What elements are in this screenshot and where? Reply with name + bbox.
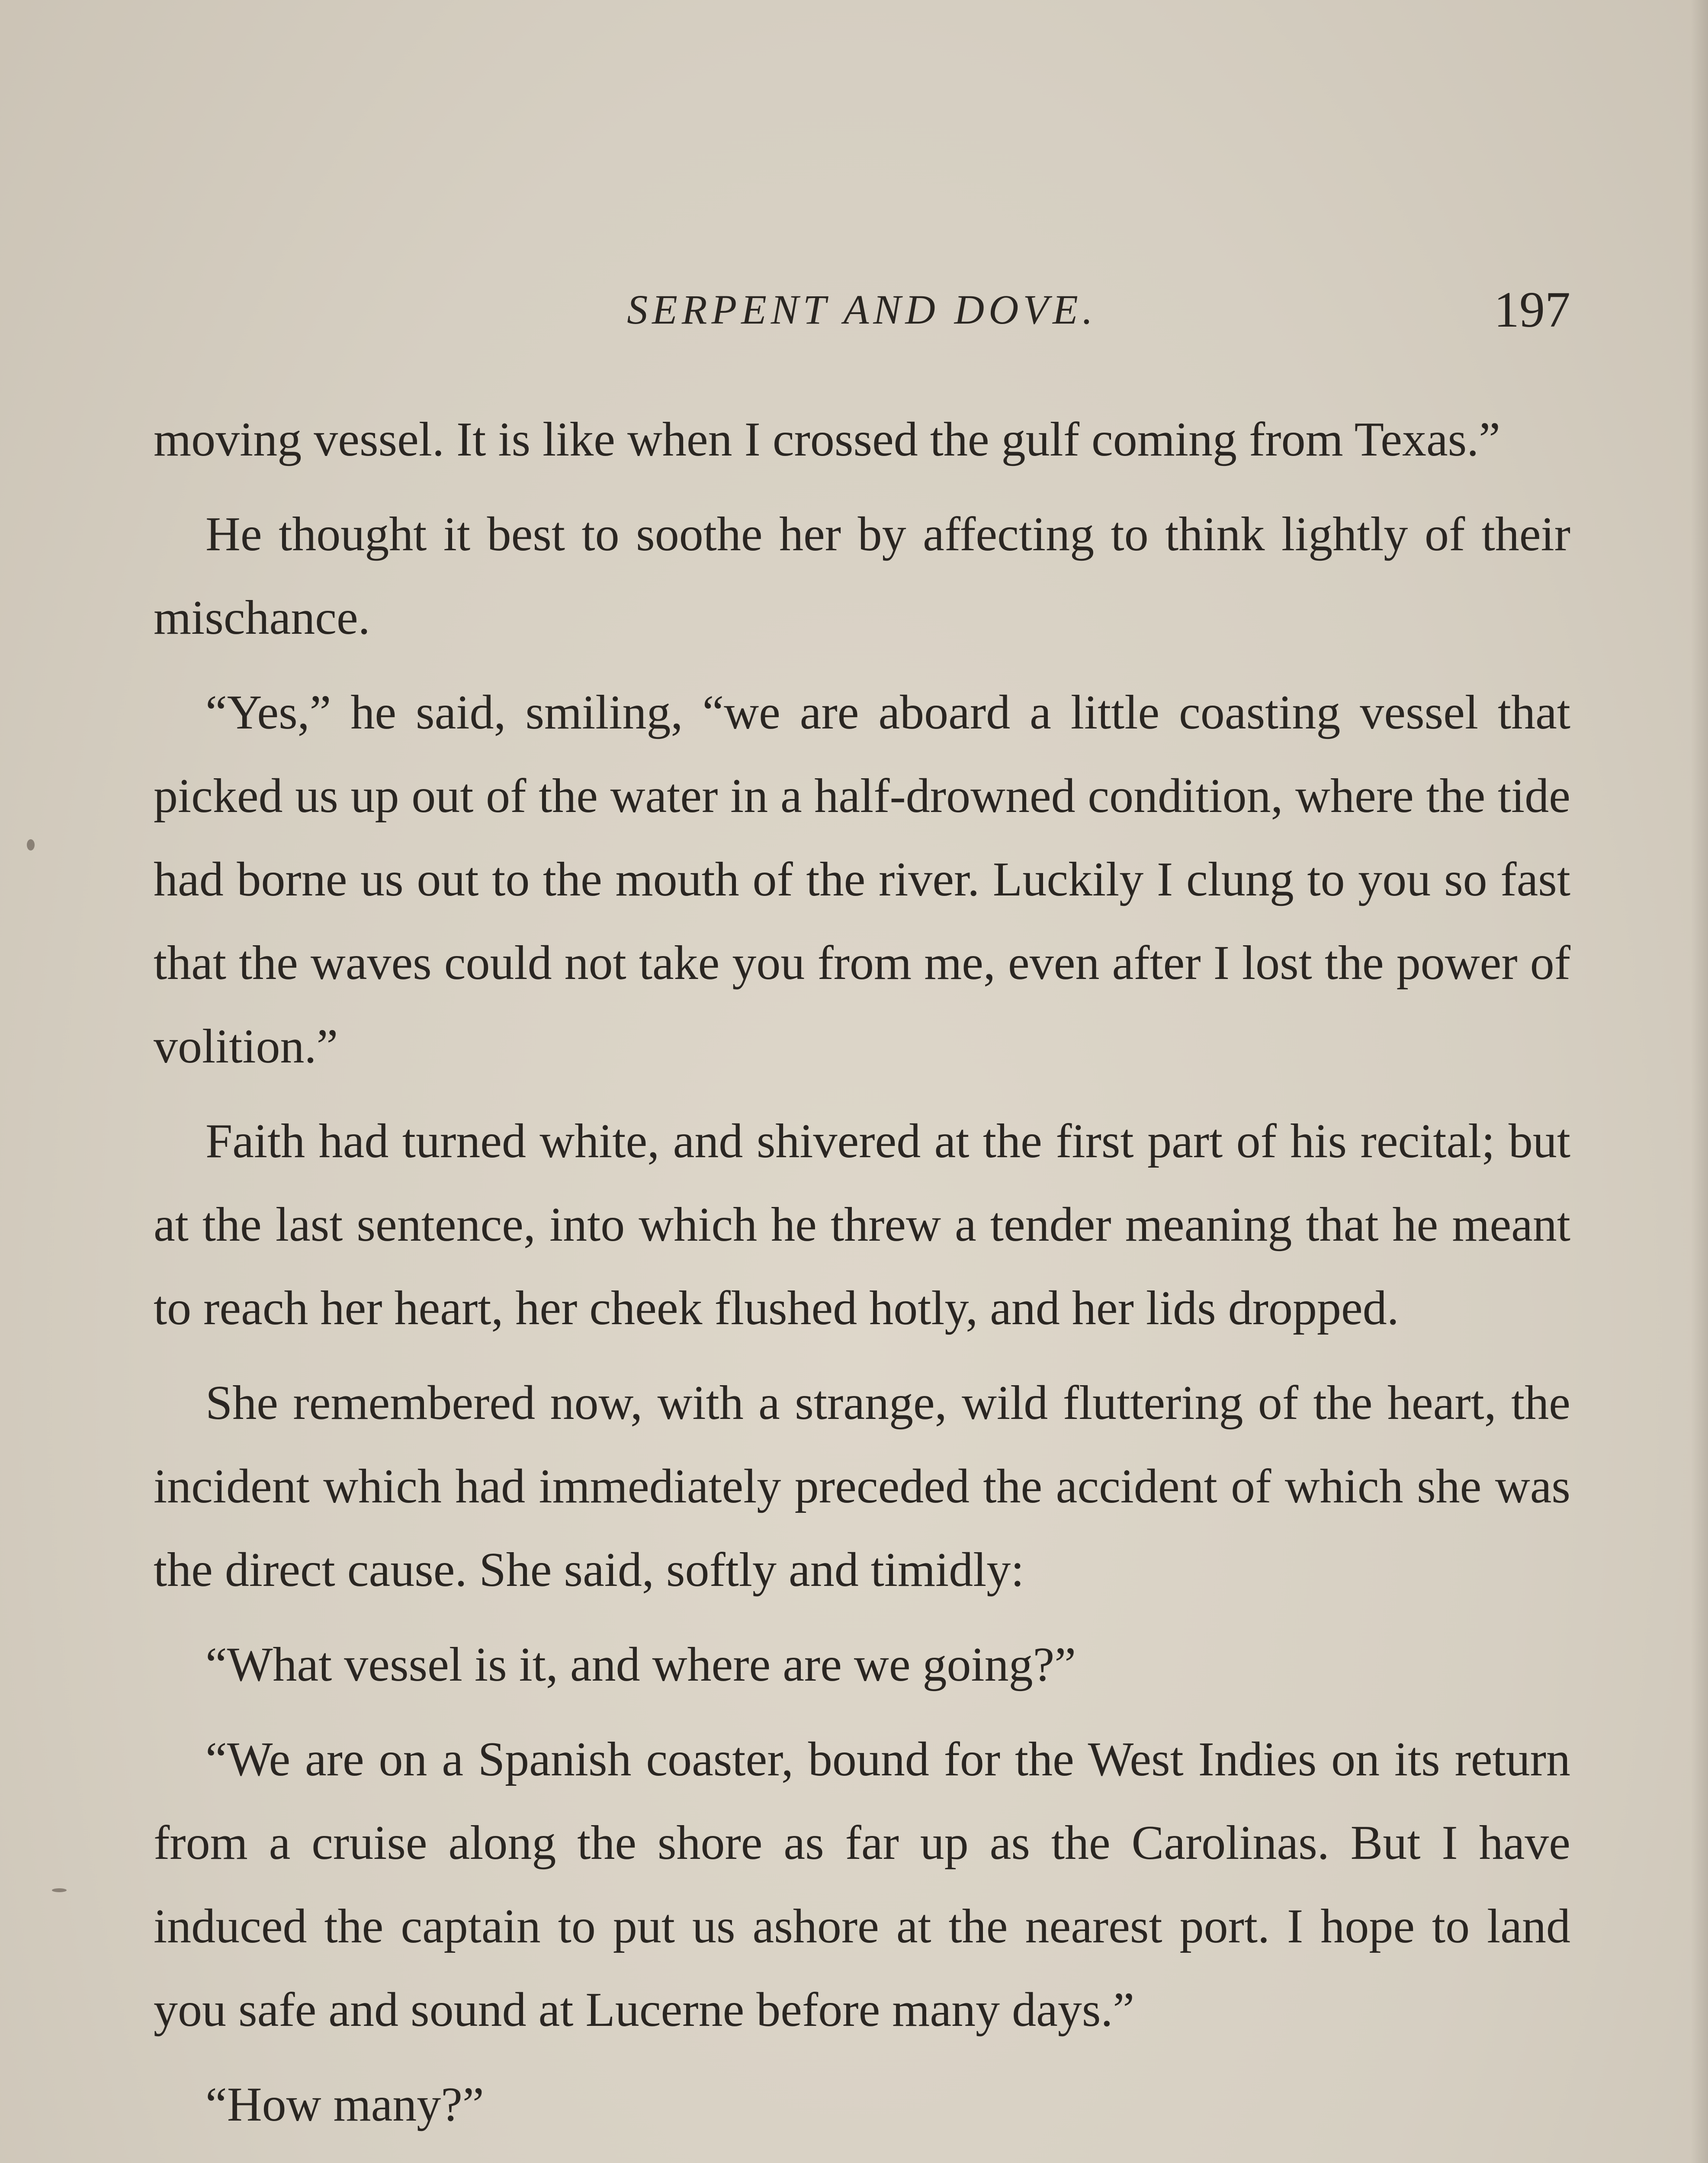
paragraph-4: Faith had turned white, and shivered at the first part of his recital; but at the last sentence, into which he threw a tender meaning that he meant to reach her heart, her cheek flushed hotly, and her lids dropped. [154, 1114, 1570, 1335]
running-header [154, 277, 1570, 342]
paragraph-1: moving vessel. It is like when I crossed the gulf coming from Texas.” [154, 413, 1500, 466]
paragraph-6: “What vessel is it, and where are we going?” [205, 1638, 1076, 1691]
paper-speck [52, 1888, 67, 1892]
paragraph-3: “Yes,” he said, smiling, “we are aboard a little coasting vessel that picked us up out of the water in a half-drowned condition, where the tide had borne us out to the mouth of the river. Luckily I clung to you so fast that the waves could not take you from me, even after I lost the power of volition.” [154, 686, 1570, 1073]
page-edge-shadow [1691, 0, 1708, 2163]
paragraph-2: He thought it best to soothe her by affecting to think lightly of their mischance. [154, 507, 1570, 645]
paragraph-9 [154, 2158, 1570, 2163]
running-title: SERPENT AND DOVE. [627, 286, 1097, 333]
paragraph-8: “How many?” [205, 2078, 484, 2131]
page-body [154, 398, 1570, 2163]
page-number: 197 [1494, 281, 1570, 338]
paragraph-7: “We are on a Spanish coaster, bound for the West Indies on its return from a cruise along the shore as far up as the Carolinas. But I have induced the captain to put us ashore at the nearest port. I hope to land you safe and sound at Lucerne before many days.” [154, 1733, 1570, 2037]
paragraph-5: She remembered now, with a strange, wild fluttering of the heart, the incident which had immediately preceded the accident of which she was the direct cause. She said, softly and timidly: [154, 1376, 1570, 1597]
paper-speck [27, 839, 35, 850]
